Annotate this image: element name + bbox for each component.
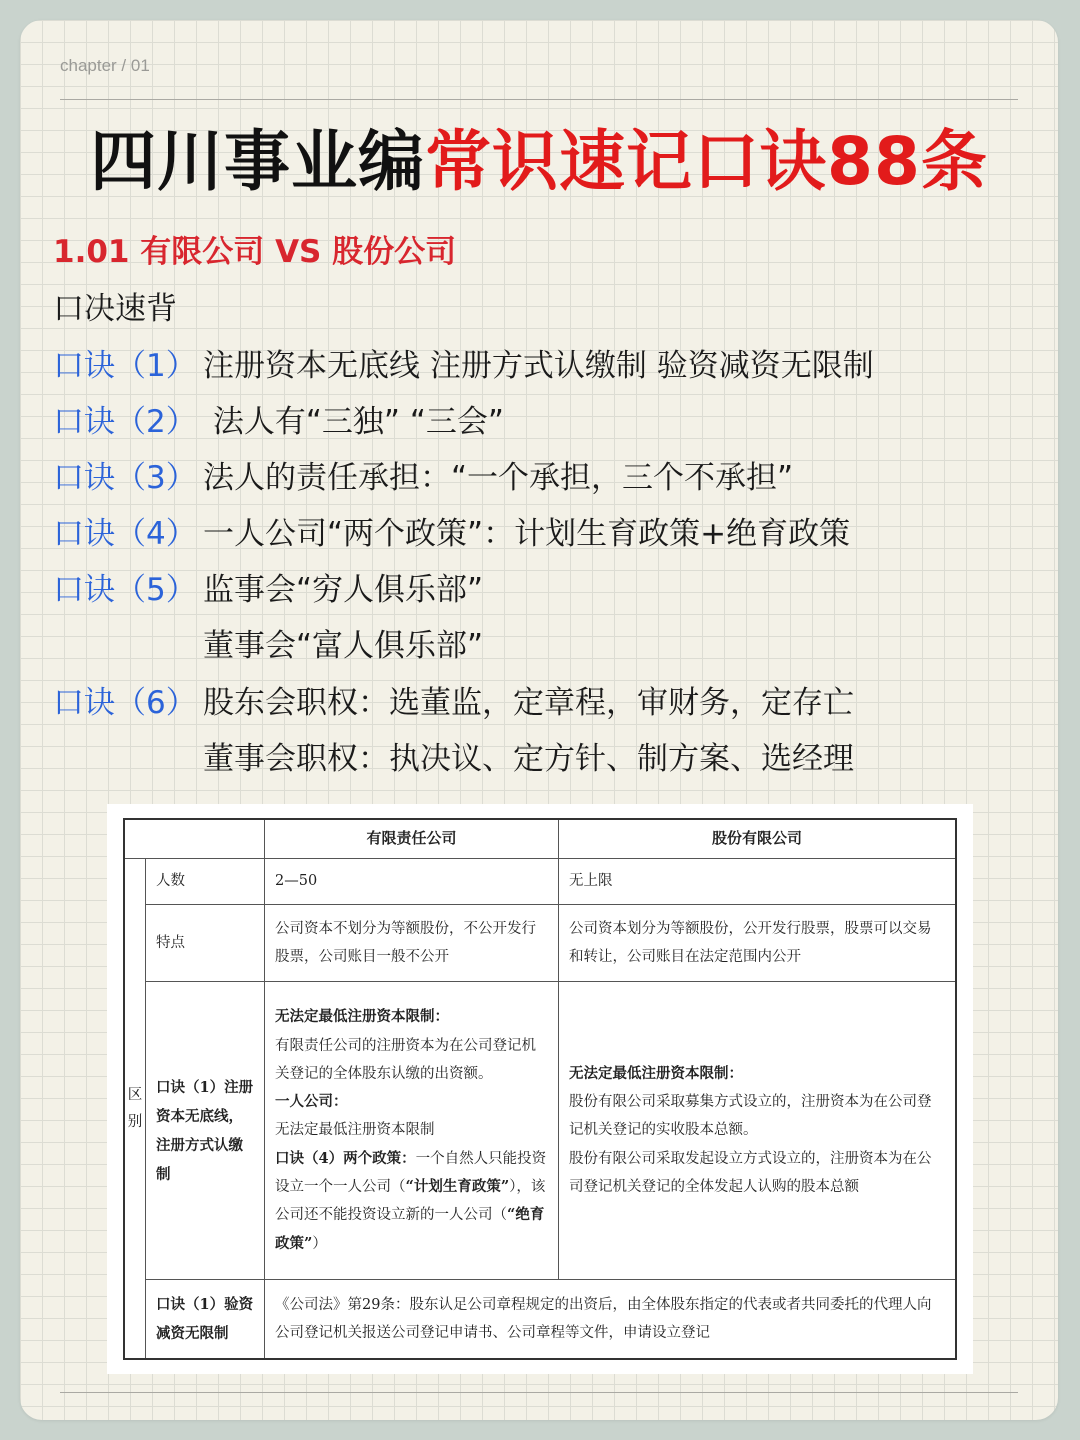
mnemonic-label: 口诀（6） (53, 685, 197, 721)
mnemonic-2 (53, 396, 504, 441)
table-row (124, 1279, 956, 1359)
header-jsc: 股份有限公司 (559, 819, 957, 859)
mnemonic-label: 口诀（1） (53, 348, 197, 384)
table-row (124, 859, 956, 905)
row-label-capital: 口诀（1）注册资本无底线，注册方式认缴制 (146, 982, 265, 1280)
mnemonic-text: 一人公司“两个政策”：计划生育政策+绝育政策 (203, 516, 851, 552)
mnemonic-label: 口诀（4） (53, 516, 197, 552)
capital-jsc-text-1: 股份有限公司采取募集方式设立的，注册资本为在公司登记机关登记的实收股本总额。 (569, 1094, 932, 1139)
note-card (20, 20, 1058, 1420)
policy-quote-2: “绝育政策” (275, 1206, 545, 1252)
mnemonic-label: 口诀（2） (53, 404, 197, 440)
mnemonic-5 (53, 564, 483, 609)
comparison-table-image (107, 804, 973, 1374)
page-title (20, 108, 1058, 203)
table-row (124, 982, 956, 1280)
mnemonic-text: 法人的责任承担：“一个承担，三个不承担” (203, 460, 794, 496)
group-label: 区别 (124, 859, 146, 1360)
bottom-divider (60, 1392, 1018, 1393)
title-black: 四川事业编 (90, 123, 426, 200)
cell-capital-jsc (559, 982, 957, 1280)
capital-llc-text: 有限责任公司的注册资本为在公司登记机关登记的全体股东认缴的出资额。 (275, 1037, 536, 1082)
comparison-table (123, 818, 957, 1360)
capital-llc-heading: 无法定最低注册资本限制： (275, 1008, 449, 1026)
mnemonic-5-continued: 董事会“富人俱乐部” (203, 628, 484, 664)
header-llc: 有限责任公司 (265, 819, 559, 859)
mnemonic-text: 股东会职权：选董监，定章程，审财务，定存亡 (203, 685, 854, 721)
cell-feature-llc: 公司资本不划分为等额股份，不公开发行股票，公司账目一般不公开 (265, 904, 559, 981)
mnemonic-6-continued: 董事会职权：执决议、定方针、制方案、选经理 (203, 741, 854, 777)
title-red: 常识速记口诀88条 (425, 123, 988, 200)
chapter-label: chapter / 01 (60, 56, 150, 75)
policy-quote-1: “计划生育政策” (405, 1177, 510, 1195)
table-row (124, 904, 956, 981)
cell-capital-llc (265, 982, 559, 1280)
cell-count-jsc: 无上限 (559, 859, 957, 905)
header-corner (124, 819, 265, 859)
mnemonic-text: 注册资本无底线 注册方式认缴制 验资减资无限制 (203, 348, 874, 384)
capital-jsc-heading: 无法定最低注册资本限制： (569, 1064, 743, 1082)
table-header-row (124, 819, 956, 859)
mnemonic-label: 口诀（5） (53, 572, 197, 608)
capital-jsc-text-2: 股份有限公司采取发起设立方式设立的，注册资本为在公司登记机关登记的全体发起人认购的股本总额 (569, 1150, 932, 1195)
one-person-text: 无法定最低注册资本限制 (275, 1122, 435, 1139)
mnemonic-1 (53, 340, 874, 385)
cell-feature-jsc: 公司资本划分为等额股份，公开发行股票，股票可以交易和转让，公司账目在法定范围内公开 (559, 904, 957, 981)
mnemonic-4 (53, 508, 850, 553)
policy-text-2: ），该公司还不能投资设立新的一人公司（ (275, 1178, 546, 1224)
mnemonic-label: 口诀（3） (53, 460, 197, 496)
row-label-verify: 口诀（1）验资减资无限制 (146, 1279, 265, 1359)
top-divider (60, 99, 1018, 100)
policy-text-1: 一个自然人只能投资设立一个一人公司（ (275, 1150, 547, 1195)
section-heading: 1.01 有限公司 VS 股份公司 (53, 234, 457, 270)
mnemonic-3 (53, 452, 793, 497)
mnemonic-text: 法人有“三独” “三会” (203, 404, 504, 440)
mnemonic-text: 监事会“穷人俱乐部” (203, 572, 484, 608)
row-label-feature: 特点 (146, 904, 265, 981)
cell-verify: 《公司法》第29条：股东认足公司章程规定的出资后，由全体股东指定的代表或者共同委托的代理人向公司登记机关报送公司登记申请书、公司章程等文件，申请设立登记 (265, 1279, 957, 1359)
row-label-count: 人数 (146, 859, 265, 905)
subheading: 口决速背 (53, 291, 177, 327)
cell-count-llc: 2—50 (265, 859, 559, 905)
policy-text-3: ） (312, 1235, 327, 1252)
mnemonic-6 (53, 677, 854, 722)
mnemonic-4-ref: 口诀（4）两个政策： (275, 1149, 416, 1167)
one-person-heading: 一人公司： (275, 1093, 348, 1111)
